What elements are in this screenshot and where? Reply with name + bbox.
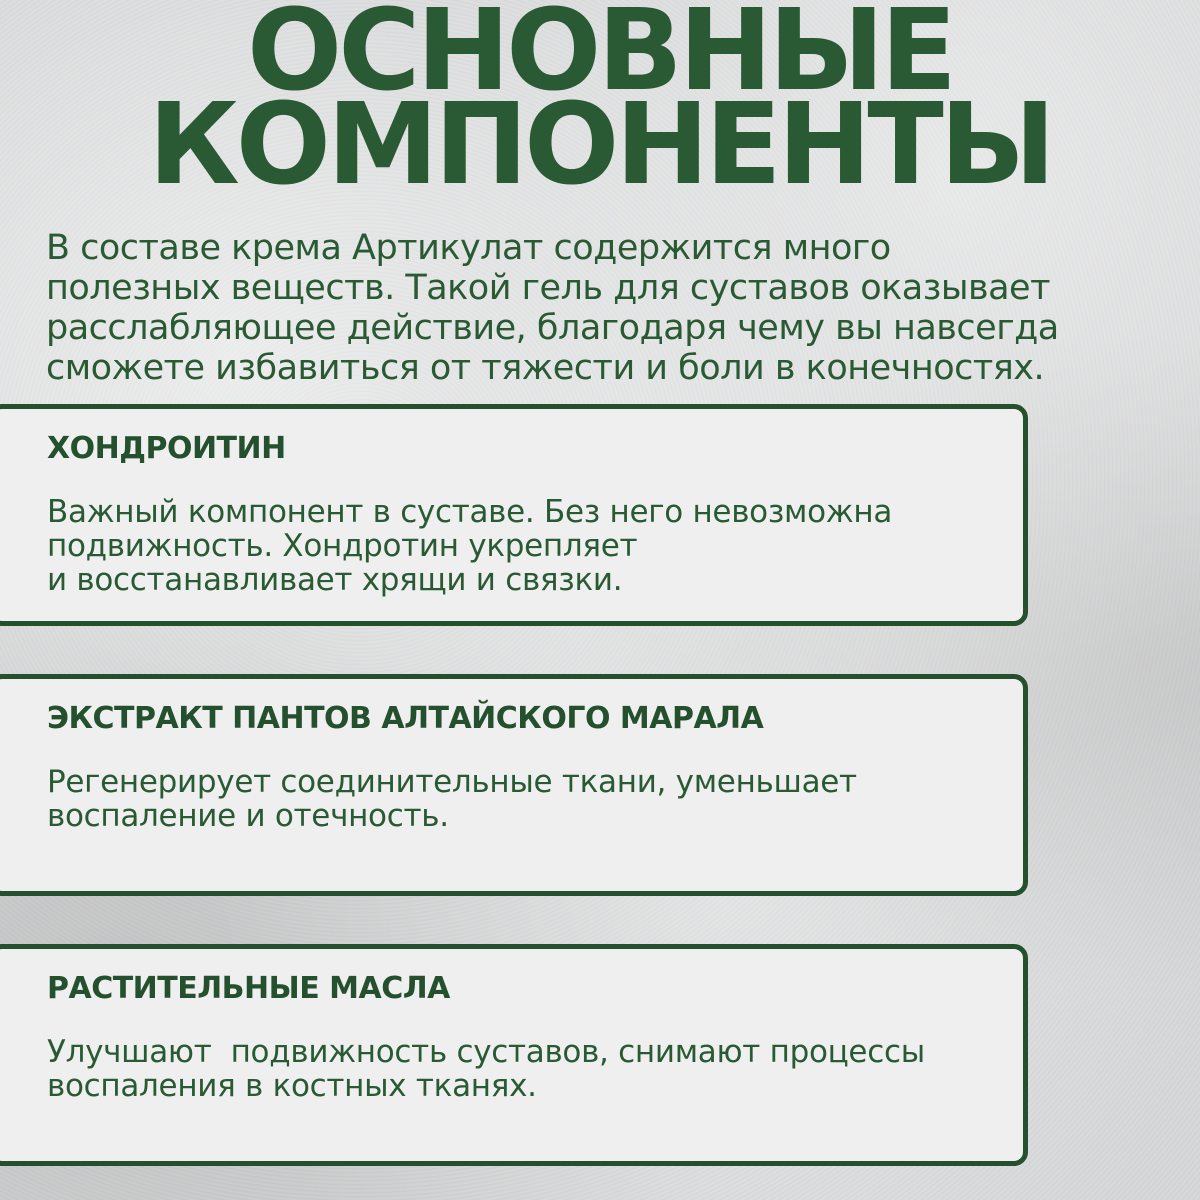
intro-line: сможете избавиться от тяжести и боли в конечностях. [46,348,1045,388]
card-description-line: Важный компонент в суставе. Без него невозможна [47,494,893,530]
card-description-line: воспаление и отечность. [47,798,449,834]
card-description-line: Улучшают подвижность суставов, снимают процессы [47,1034,925,1070]
card-description-line: Регенерирует соединительные ткани, уменьшает [47,764,857,800]
card-title: ХОНДРОИТИН [47,431,286,466]
intro-paragraph [46,228,1176,388]
card-description-line: воспаления в костных тканях. [47,1068,537,1104]
component-card-antler-extract [0,674,1028,896]
card-description [47,1035,925,1103]
page-title-line-2: КОМПОНЕНТЫ [148,80,1052,210]
intro-line: В составе крема Артикулат содержится много [46,228,891,268]
card-description-line: и восстанавливает хрящи и связки. [47,562,623,598]
card-description [47,765,857,833]
component-card-plant-oils [0,944,1028,1166]
card-description [47,495,892,597]
card-title: РАСТИТЕЛЬНЫЕ МАСЛА [47,971,450,1006]
card-description-line: подвижность. Хондротин укрепляет [47,528,638,564]
intro-line: расслабляющее действие, благодаря чему вы навсегда [46,308,1059,348]
component-card-chondroitin [0,404,1028,626]
card-title: ЭКСТРАКТ ПАНТОВ АЛТАЙСКОГО МАРАЛА [47,701,764,736]
page-title-line-1: ОСНОВНЫЕ [246,0,953,116]
intro-line: полезных веществ. Такой гель для суставов оказывает [46,268,1050,308]
page-title [0,0,1200,210]
